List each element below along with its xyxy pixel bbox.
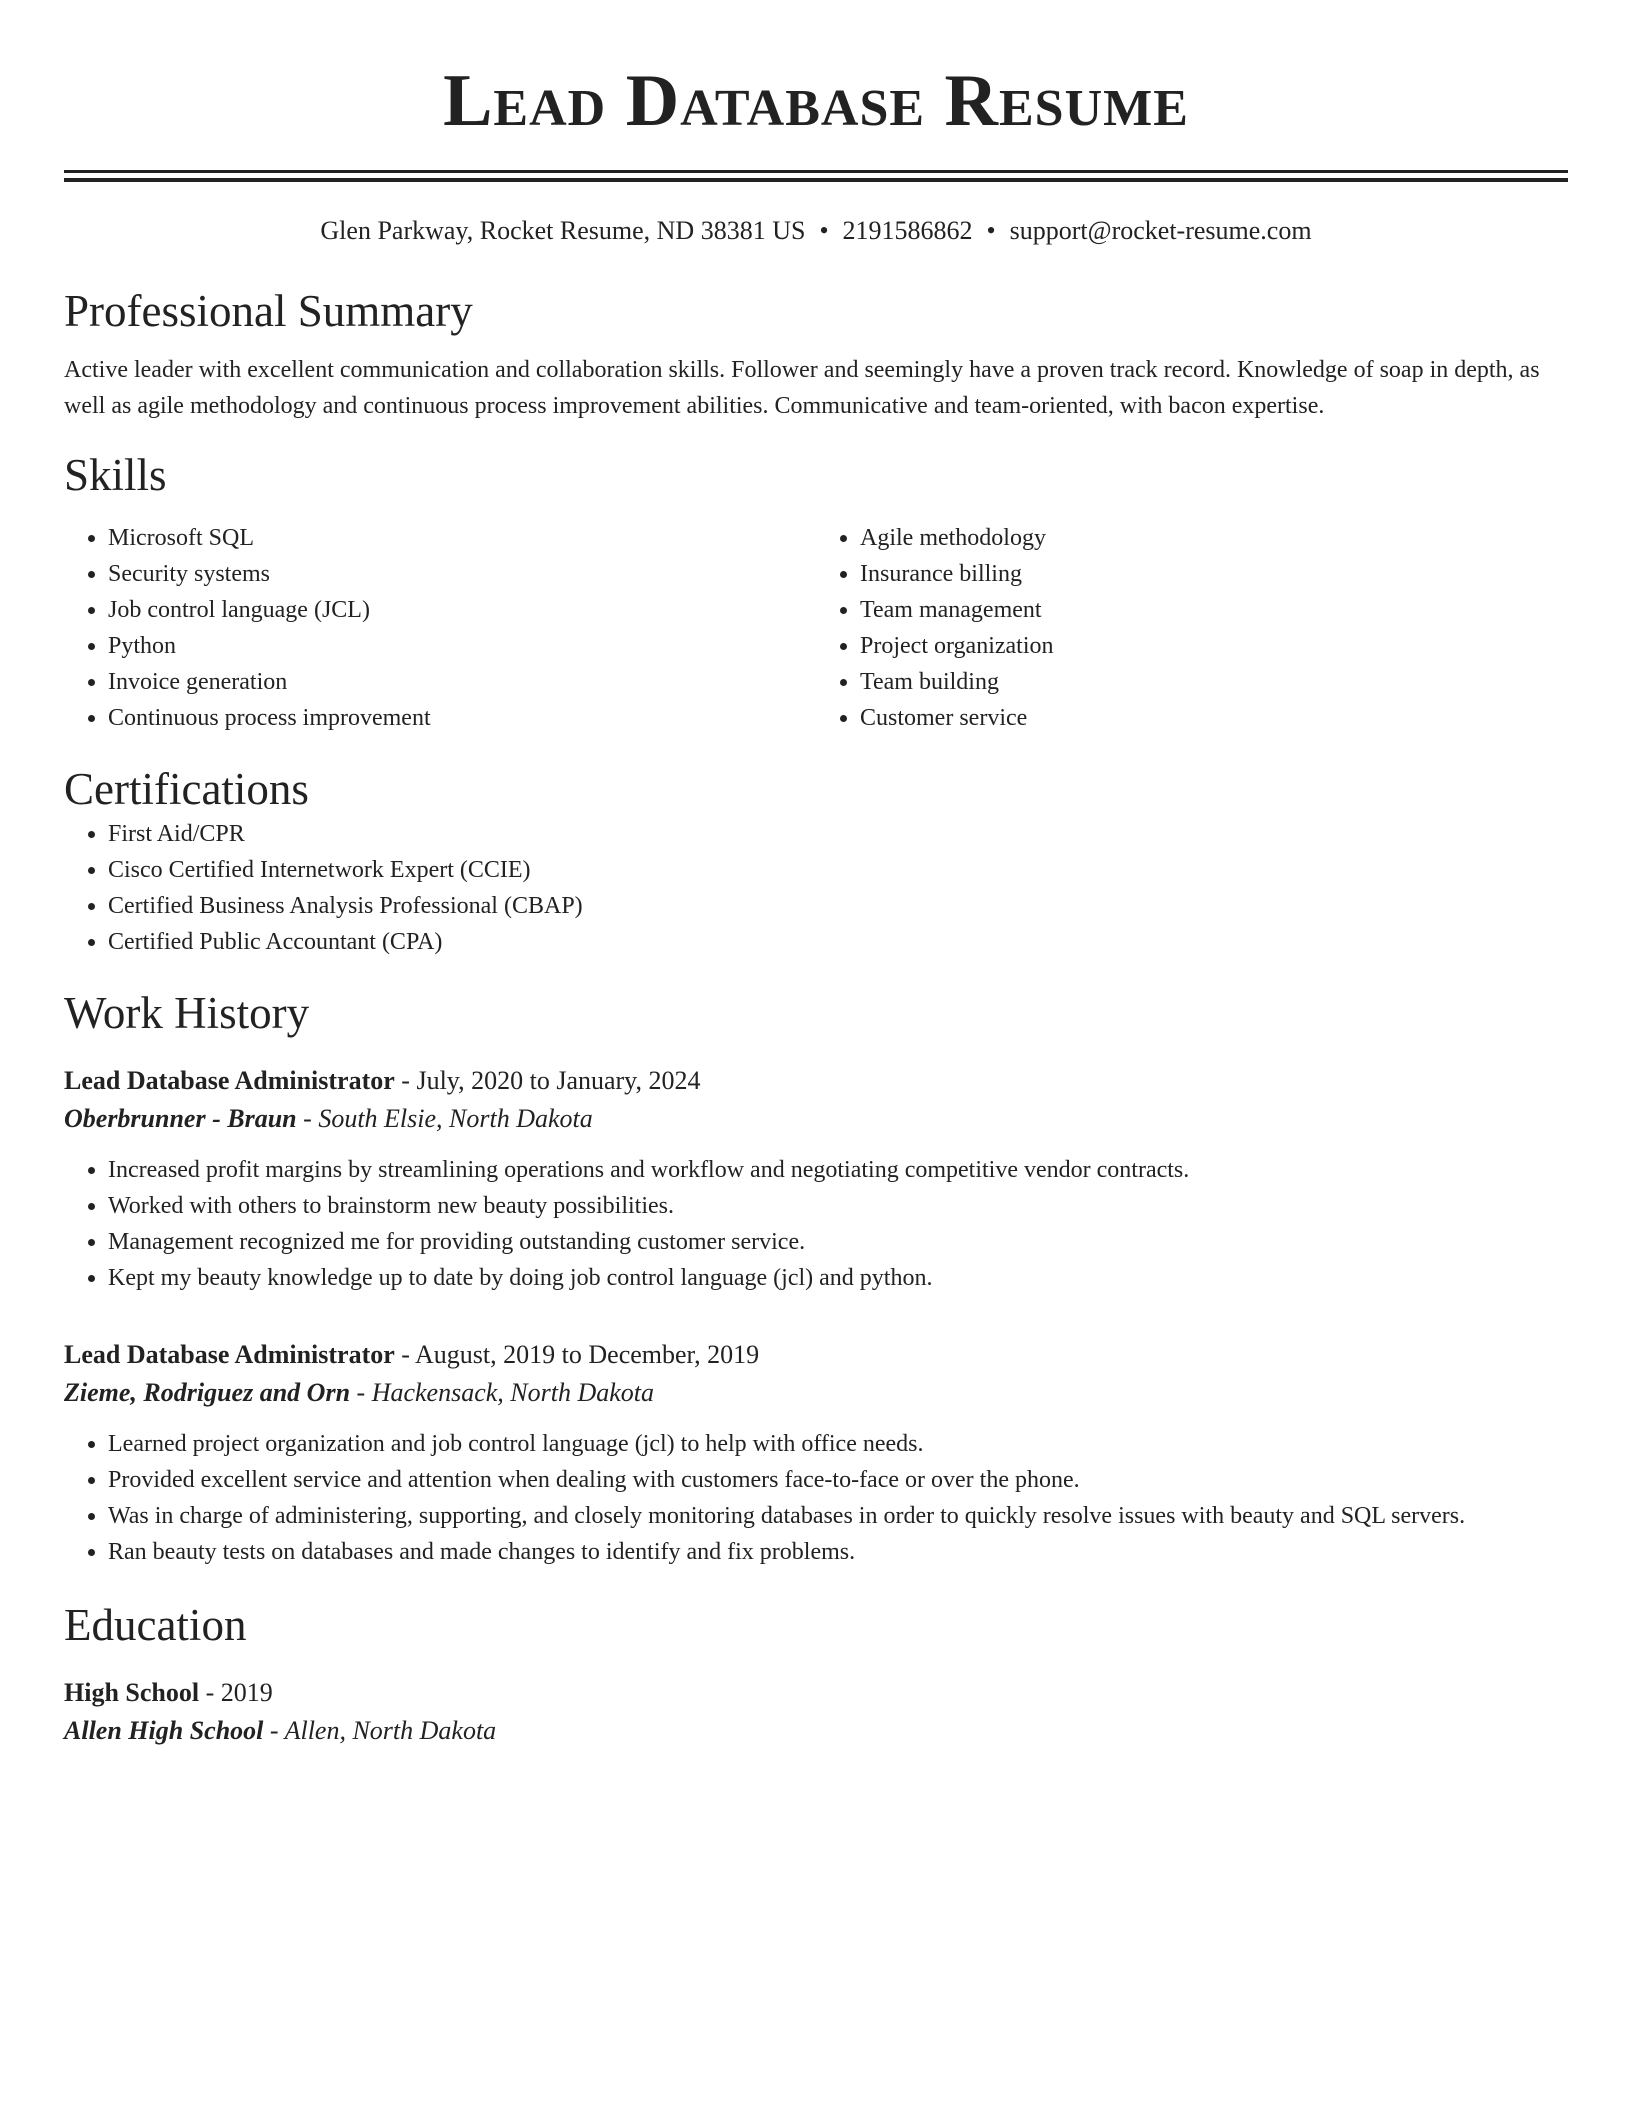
job-bullet: • Kept my beauty knowledge up to date by doing job control language (jcl) and python. (108, 1260, 1568, 1296)
job-bullets (64, 1152, 1568, 1296)
company-location: South Elsie, North Dakota (318, 1104, 593, 1133)
contact-line (64, 214, 1568, 248)
dash: - (401, 1066, 410, 1095)
dash: - (205, 1678, 215, 1707)
job-title-line (64, 1336, 1568, 1374)
skill-item: • Agile methodology (860, 520, 1568, 556)
skill-item: • Job control language (JCL) (108, 592, 816, 628)
skill-item: • Microsoft SQL (108, 520, 816, 556)
job-bullet: • Was in charge of administering, supporting, and closely monitoring databases in order to quickly resolve issues with beauty and SQL servers. (108, 1498, 1568, 1534)
summary-text: Active leader with excellent communication and collaboration skills. Follower and seemingly have a proven track record. Knowledge of soap in depth, as well as agile methodology and continuous process improvement abilities. Communicative and team-oriented, with bacon expertise. (64, 357, 1540, 419)
certification-item: • Certified Public Accountant (CPA) (108, 924, 1568, 960)
job-bullet: • Management recognized me for providing outstanding customer service. (108, 1224, 1568, 1260)
contact-separator: • (819, 216, 829, 245)
certifications-list (64, 816, 1568, 960)
company-line (64, 1374, 1568, 1412)
section-heading-skills: Skills (64, 450, 167, 500)
dash: - (269, 1716, 279, 1745)
company-location: Hackensack, North Dakota (371, 1378, 655, 1407)
skill-item: • Customer service (860, 700, 1568, 736)
section-heading-certifications: Certifications (64, 764, 309, 814)
job-bullet: • Worked with others to brainstorm new beauty possibilities. (108, 1188, 1568, 1224)
job-bullets (64, 1426, 1568, 1570)
resume-title: Lead Database Resume (443, 60, 1189, 142)
contact-email: support@rocket-resume.com (1009, 216, 1312, 245)
skill-item: • Security systems (108, 556, 816, 592)
skill-item: • Invoice generation (108, 664, 816, 700)
job-title-line (64, 1062, 1568, 1100)
job-entry (64, 1336, 1568, 1570)
degree-line (64, 1674, 1568, 1712)
skills-grid (64, 520, 1568, 736)
certification-item: • First Aid/CPR (108, 816, 1568, 852)
skill-item: • Project organization (860, 628, 1568, 664)
contact-phone: 2191586862 (842, 216, 973, 245)
dash: - (401, 1340, 410, 1369)
section-heading-education: Education (64, 1600, 247, 1650)
education-year: 2019 (220, 1678, 273, 1707)
title-double-rule (64, 170, 1568, 182)
company-line (64, 1100, 1568, 1138)
job-title: Lead Database Administrator (64, 1340, 395, 1369)
skill-item: • Python (108, 628, 816, 664)
skills-list-right (816, 520, 1568, 736)
certification-item: • Cisco Certified Internetwork Expert (CCIE) (108, 852, 1568, 888)
skills-list-left (64, 520, 816, 736)
skill-item: • Continuous process improvement (108, 700, 816, 736)
job-dates: July, 2020 to January, 2024 (416, 1066, 701, 1095)
job-bullet: • Provided excellent service and attention when dealing with customers face-to-face or over the phone. (108, 1462, 1568, 1498)
skill-item: • Team management (860, 592, 1568, 628)
skill-item: • Team building (860, 664, 1568, 700)
contact-address: Glen Parkway, Rocket Resume, ND 38381 US (320, 216, 806, 245)
section-heading-work-history: Work History (64, 988, 310, 1038)
company-name: Zieme, Rodriguez and Orn (64, 1378, 351, 1407)
job-bullet: • Increased profit margins by streamlining operations and workflow and negotiating competitive vendor contracts. (108, 1152, 1568, 1188)
job-dates: August, 2019 to December, 2019 (415, 1340, 760, 1369)
contact-separator: • (986, 216, 996, 245)
job-title: Lead Database Administrator (64, 1066, 395, 1095)
certification-item: • Certified Business Analysis Professional (CBAP) (108, 888, 1568, 924)
company-name: Oberbrunner - Braun (64, 1104, 297, 1133)
school-line (64, 1712, 1568, 1750)
school-name: Allen High School (64, 1716, 264, 1745)
dash: - (303, 1104, 312, 1133)
school-location: Allen, North Dakota (284, 1716, 497, 1745)
education-entry (64, 1674, 1568, 1750)
job-entry (64, 1062, 1568, 1296)
degree: High School (64, 1678, 200, 1707)
section-heading-summary: Professional Summary (64, 286, 473, 336)
skill-item: • Insurance billing (860, 556, 1568, 592)
job-bullet: • Ran beauty tests on databases and made changes to identify and fix problems. (108, 1534, 1568, 1570)
dash: - (356, 1378, 366, 1407)
job-bullet: • Learned project organization and job control language (jcl) to help with office needs. (108, 1426, 1568, 1462)
